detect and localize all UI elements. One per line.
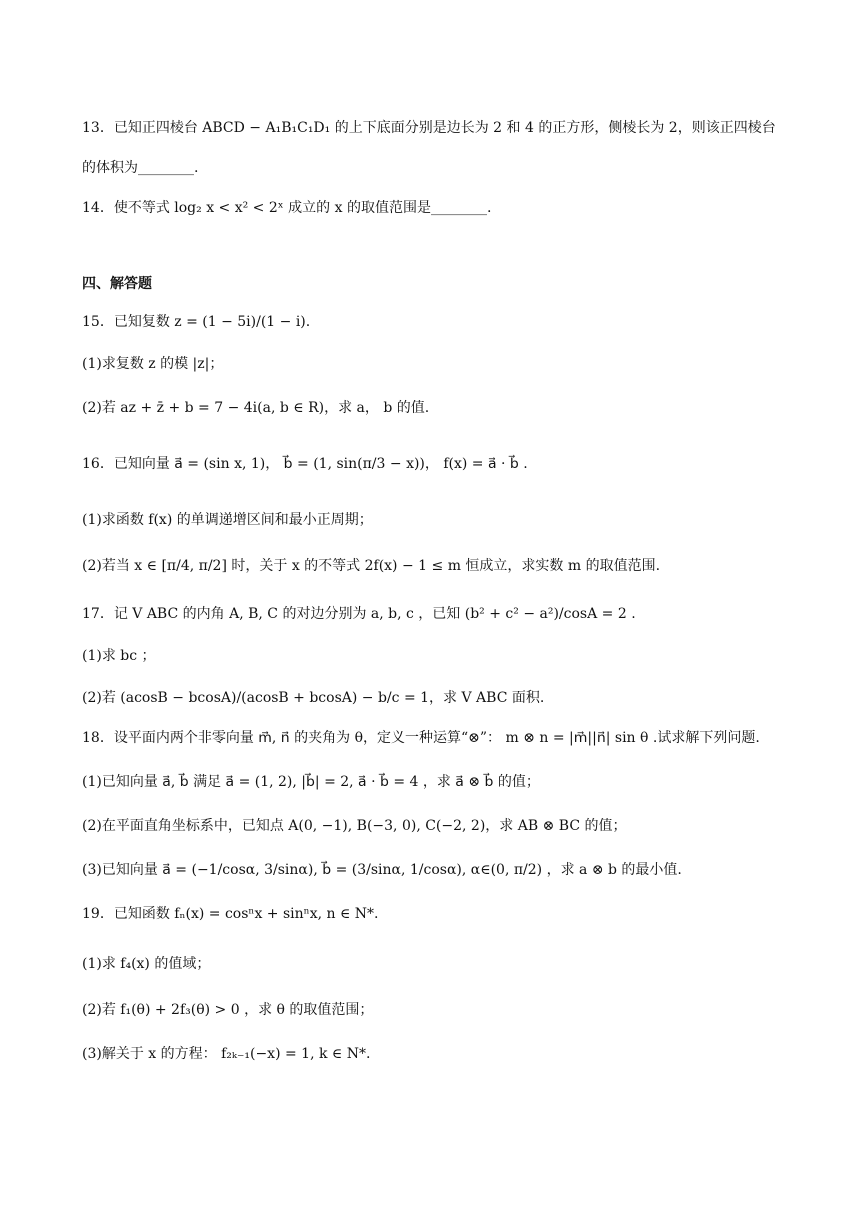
- question-14: 14．使不等式 log₂ x < x² < 2ˣ 成立的 x 的取值范围是________.: [82, 200, 492, 216]
- question-18-part-1: (1)已知向量 a⃗, b⃗ 满足 a⃗ = (1, 2), |b⃗| = 2, a⃗ · b⃗ = 4 ，求 a⃗ ⊗ b⃗ 的值；: [82, 774, 540, 790]
- question-15-part-2: (2)若 az + z̄ + b = 7 − 4i(a, b ∈ R)，求 a， b 的值.: [82, 400, 430, 416]
- question-19-part-2: (2)若 f₁(θ) + 2f₃(θ) > 0 ，求 θ 的取值范围；: [82, 1002, 374, 1018]
- question-18-stem: 18．设平面内两个非零向量 m⃗, n⃗ 的夹角为 θ，定义一种运算“⊗”： m ⊗ n = |m⃗||n⃗| sin θ .试求解下列问题.: [82, 730, 760, 746]
- question-19-stem: 19．已知函数 fₙ(x) = cosⁿx + sinⁿx, n ∈ N*.: [82, 906, 379, 922]
- question-17-stem: 17．记 V ABC 的内角 A, B, C 的对边分别为 a, b, c ，已知 (b² + c² − a²)/cosA = 2 .: [82, 606, 636, 622]
- question-13-line-1: 13．已知正四棱台 ABCD − A₁B₁C₁D₁ 的上下底面分别是边长为 2 和 4 的正方形，侧棱长为 2，则该正四棱台: [82, 120, 776, 136]
- section-heading: 四、解答题: [82, 276, 152, 292]
- question-18-part-3: (3)已知向量 a⃗ = (−1/cosα, 3/sinα), b⃗ = (3/sinα, 1/cosα), α∈(0, π/2) ，求 a ⊗ b 的最小值.: [82, 862, 682, 878]
- question-19-part-3: (3)解关于 x 的方程： f₂ₖ₋₁(−x) = 1, k ∈ N*.: [82, 1046, 371, 1062]
- question-13-line-2: 的体积为________.: [82, 160, 199, 176]
- question-19-part-1: (1)求 f₄(x) 的值域；: [82, 956, 211, 972]
- question-15-part-1: (1)求复数 z 的模 |z|；: [82, 356, 224, 372]
- question-17-part-2: (2)若 (acosB − bcosA)/(acosB + bcosA) − b/c = 1，求 V ABC 面积.: [82, 690, 545, 706]
- question-16-part-1: (1)求函数 f(x) 的单调递增区间和最小正周期；: [82, 512, 373, 528]
- question-16-stem: 16．已知向量 a⃗ = (sin x, 1)， b⃗ = (1, sin(π/3 − x))， f(x) = a⃗ · b⃗ .: [82, 456, 528, 472]
- question-16-part-2: (2)若当 x ∈ [π/4, π/2] 时，关于 x 的不等式 2f(x) − 1 ≤ m 恒成立，求实数 m 的取值范围.: [82, 558, 661, 574]
- question-18-part-2: (2)在平面直角坐标系中，已知点 A(0, −1), B(−3, 0), C(−2, 2)，求 AB ⊗ BC 的值；: [82, 818, 627, 834]
- question-15-stem: 15．已知复数 z = (1 − 5i)/(1 − i).: [82, 314, 311, 330]
- question-17-part-1: (1)求 bc ；: [82, 648, 156, 664]
